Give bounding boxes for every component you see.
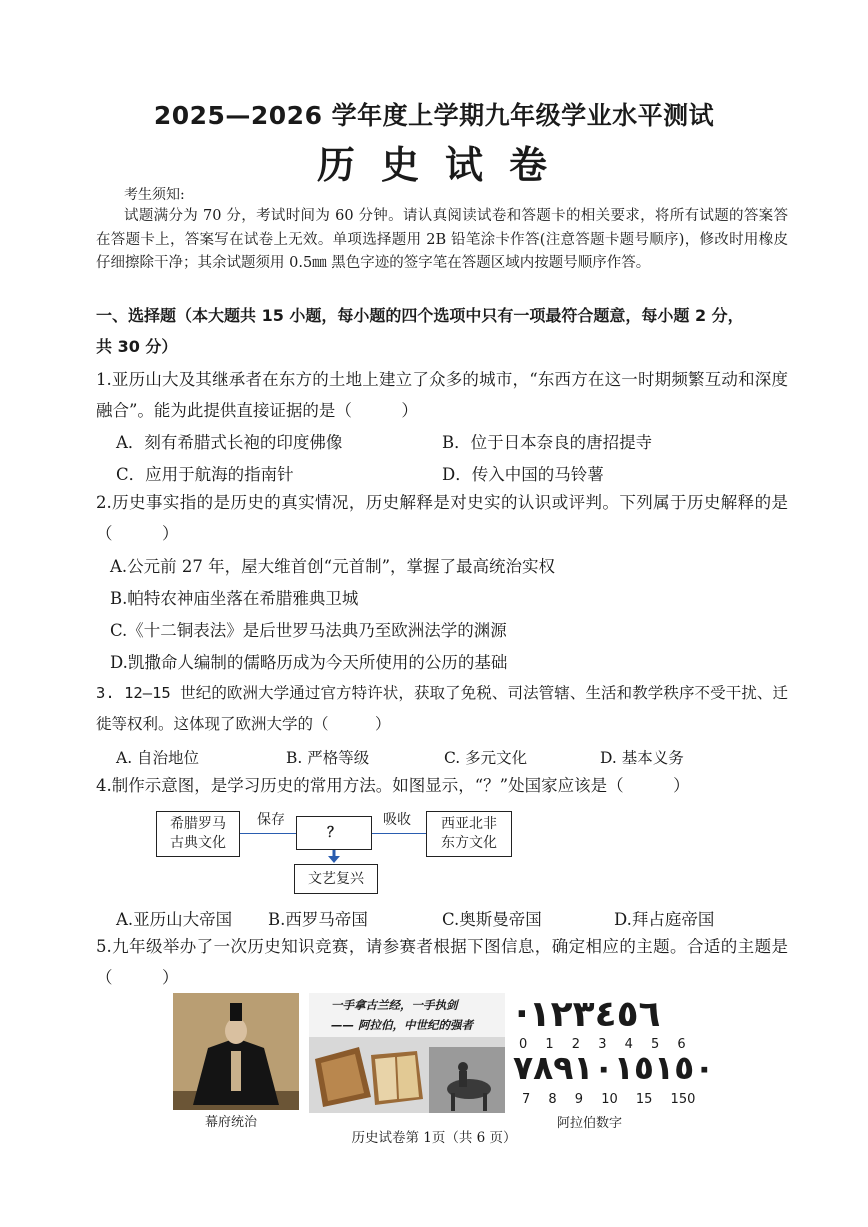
- subject-title: 历史试卷: [316, 142, 573, 187]
- question-1-stem: 1.亚历山大及其继承者在东方的土地上建立了众多的城市，“东西方在这一时期频繁互动和深度融合”。能为此提供直接证据的是（ ）: [96, 370, 788, 420]
- caption-arabic-numerals: 阿拉伯数字: [557, 1116, 623, 1131]
- caption-shogunate: 幕府统治: [205, 1115, 258, 1130]
- q4-option-d: D.拜占庭帝国: [614, 910, 715, 929]
- diagram-line-left: [240, 833, 296, 834]
- arrow-down-icon: [326, 850, 342, 864]
- diagram-label-absorb: 吸收: [383, 812, 411, 828]
- q2-option-b: B.帕特农神庙坐落在希腊雅典卫城: [110, 589, 359, 608]
- q1-option-a: A．刻有希腊式长袍的印度佛像: [116, 433, 343, 452]
- shogun-portrait-image: [173, 993, 299, 1110]
- arabic-digits-row-1: ·١٢٣٤٥٦: [515, 994, 661, 1035]
- q4-option-a: A.亚历山大帝国: [116, 910, 233, 929]
- latin-digits-row-1: 0 1 2 3 4 5 6: [519, 1037, 686, 1052]
- diagram-label-preserve: 保存: [257, 812, 285, 828]
- quote-line-2: —— 阿拉伯，中世纪的强者: [331, 1018, 474, 1032]
- q1-option-d: D．传入中国的马铃薯: [442, 465, 604, 484]
- section-heading-line1: 一、选择题（本大题共 15 小题，每小题的四个选项中只有一项最符合题意，每小题 2 分，: [96, 306, 744, 325]
- q1-option-b: B．位于日本奈良的唐招提寺: [442, 433, 653, 452]
- diagram-box-unknown: ？: [296, 816, 372, 850]
- question-5-stem: 5.九年级举办了一次历史知识竞赛，请参赛者根据下图信息，确定相应的主题。合适的主题是（ ）: [96, 937, 788, 987]
- notice-body: 试题满分为 70 分，考试时间为 60 分钟。请认真阅读试卷和答题卡的相关要求，将所有试题的答案答在答题卡上，答案写在试卷上无效。单项选择题用 2B 铅笔涂卡作答(注意答题卡题号顺序)，修改时用橡皮仔细擦除干净；其余试题须用 0.5㎜ 黑色字迹的签字笔在答题区域内按题号顺序作答。: [96, 208, 788, 271]
- question-2-stem: 2.历史事实指的是历史的真实情况，历史解释是对史实的认识或评判。下列属于历史解释的是（ ）: [96, 493, 788, 543]
- q3-option-b: B. 严格等级: [286, 749, 370, 767]
- quote-line-1: 一手拿古兰经，一手执剑: [331, 998, 458, 1012]
- diagram-box-eastern-culture: 西亚北非 东方文化: [426, 811, 512, 857]
- exam-title: 2025—2026 学年度上学期九年级学业水平测试: [153, 101, 715, 130]
- q4-option-b: B.西罗马帝国: [268, 910, 368, 929]
- diagram-line-right: [372, 833, 426, 834]
- question-3-stem: 3. 12—15 世纪的欧洲大学通过官方特许状，获取了免税、司法管辖、生活和教学秩序不受干扰、迁徙等权利。这体现了欧洲大学的（ ）: [96, 684, 788, 733]
- latin-digits-row-2: 7 8 9 10 15 150: [522, 1092, 696, 1107]
- arab-scene-image: [309, 993, 505, 1113]
- arabic-digits-row-2: ٧٨٩١٠١٥١٥٠: [513, 1048, 715, 1087]
- q3-option-a: A. 自治地位: [116, 749, 200, 767]
- q3-option-c: C. 多元文化: [444, 749, 528, 767]
- notice-heading: 考生须知:: [124, 187, 185, 203]
- q1-option-c: C．应用于航海的指南针: [116, 465, 294, 484]
- section-heading-line2: 共 30 分）: [96, 337, 178, 356]
- books-and-horseman-icon: [309, 1037, 505, 1113]
- diagram-box-classical-culture: 希腊罗马 古典文化: [156, 811, 240, 857]
- question-4-stem: 4.制作示意图，是学习历史的常用方法。如图显示，“？”处国家应该是（ ）: [96, 776, 690, 795]
- page-footer: 历史试卷第 1页（共 6 页）: [351, 1130, 517, 1146]
- q4-option-c: C.奥斯曼帝国: [442, 910, 542, 929]
- q2-option-a: A.公元前 27 年，屋大维首创“元首制”，掌握了最高统治实权: [110, 557, 556, 576]
- q2-option-c: C.《十二铜表法》是后世罗马法典乃至欧洲法学的渊源: [110, 621, 507, 640]
- q3-option-d: D. 基本义务: [600, 749, 684, 767]
- q2-option-d: D.凯撒命人编制的儒略历成为今天所使用的公历的基础: [110, 653, 508, 672]
- diagram-box-renaissance: 文艺复兴: [294, 864, 378, 894]
